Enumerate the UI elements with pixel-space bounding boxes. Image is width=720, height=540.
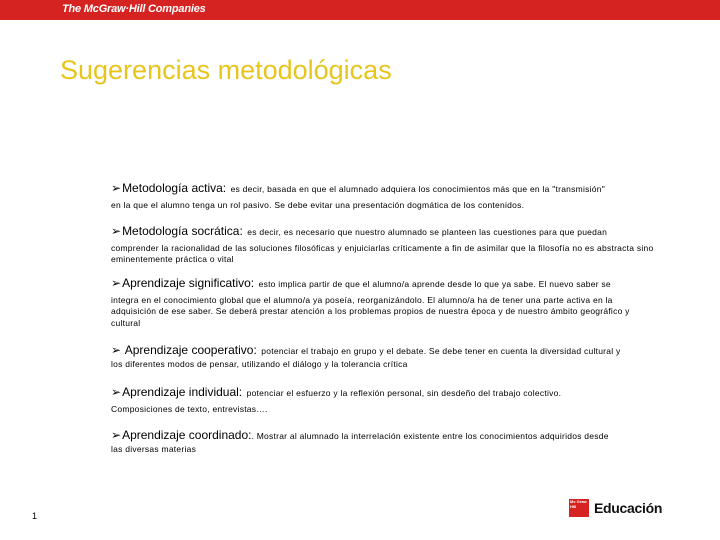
item-continuation: en la que el alumno tenga un rol pasivo. Se debe evitar una presentación dogmática de los contenidos. <box>111 200 525 210</box>
arrow-bullet-icon: ➢ <box>111 223 122 238</box>
item-continuation: los diferentes modos de pensar, utilizando el diálogo y la tolerancia crítica <box>111 359 408 369</box>
arrow-bullet-icon: ➢ <box>111 343 122 357</box>
arrow-bullet-icon: ➢ <box>111 181 122 195</box>
item-desc: . Mostrar al alumnado la interrelación existente entre los conocimientos adquiridos desde <box>251 431 609 441</box>
arrow-bullet-icon: ➢ <box>111 384 122 399</box>
item-continuation: comprender la racionalidad de las soluciones filosóficas y enjuiciarlas críticamente a fin de asimilar que la filosofía no es abstracta sino eminentemente práctica o vital <box>111 242 654 264</box>
header-bar <box>0 0 720 20</box>
item-desc: es decir, basada en que el alumnado adquiera los conocimientos más que en la "transmisión" <box>230 184 605 194</box>
item-continuation: las diversas materias <box>111 444 197 454</box>
item-term: Metodología socrática: <box>122 223 243 238</box>
item-term: Metodología activa: <box>122 181 227 195</box>
item-term: Aprendizaje individual: <box>122 384 243 399</box>
arrow-bullet-icon: ➢ <box>111 428 122 442</box>
item-desc: es decir, es necesario que nuestro alumnado se planteen las cuestiones para que puedan <box>247 226 608 237</box>
item-desc: esto implica partir de que el alumno/a aprende desde lo que ya sabe. El nuevo saber se <box>258 278 611 289</box>
arrow-bullet-icon: ➢ <box>111 275 122 290</box>
item-desc: potenciar el trabajo en grupo y el debate. Se debe tener en cuenta la diversidad cultural y <box>261 346 621 356</box>
list-item <box>111 224 657 266</box>
logo-text: Educación <box>594 500 663 516</box>
item-continuation: integra en el conocimiento global que el alumno/a ya poseía, reorganizándolo. El alumno/a ha de tener una parte activa en la adquisición de ese saber. Se deberá prestar atención a los problemas propios de nuestra época y de nuestro ámbito geográfico y cultural <box>111 294 630 328</box>
content-list <box>111 181 657 456</box>
list-item <box>111 276 657 330</box>
item-desc: potenciar el esfuerzo y la reflexión personal, sin desdeño del trabajo colectivo. <box>246 387 562 398</box>
page-number: 1 <box>32 511 38 521</box>
header-brand: The McGraw·Hill Companies <box>62 3 206 15</box>
item-continuation: Composiciones de texto, entrevistas…. <box>111 403 268 414</box>
list-item <box>111 385 657 416</box>
item-term: Aprendizaje significativo: <box>122 275 255 290</box>
item-term: Aprendizaje cooperativo: <box>122 343 257 357</box>
mcgraw-hill-logo: Mc Graw Hill <box>569 499 589 517</box>
list-item <box>111 428 657 456</box>
list-item <box>111 343 657 371</box>
item-term: Aprendizaje coordinado: <box>122 428 252 442</box>
list-item <box>111 181 657 212</box>
page-title: Sugerencias metodológicas <box>60 55 392 85</box>
